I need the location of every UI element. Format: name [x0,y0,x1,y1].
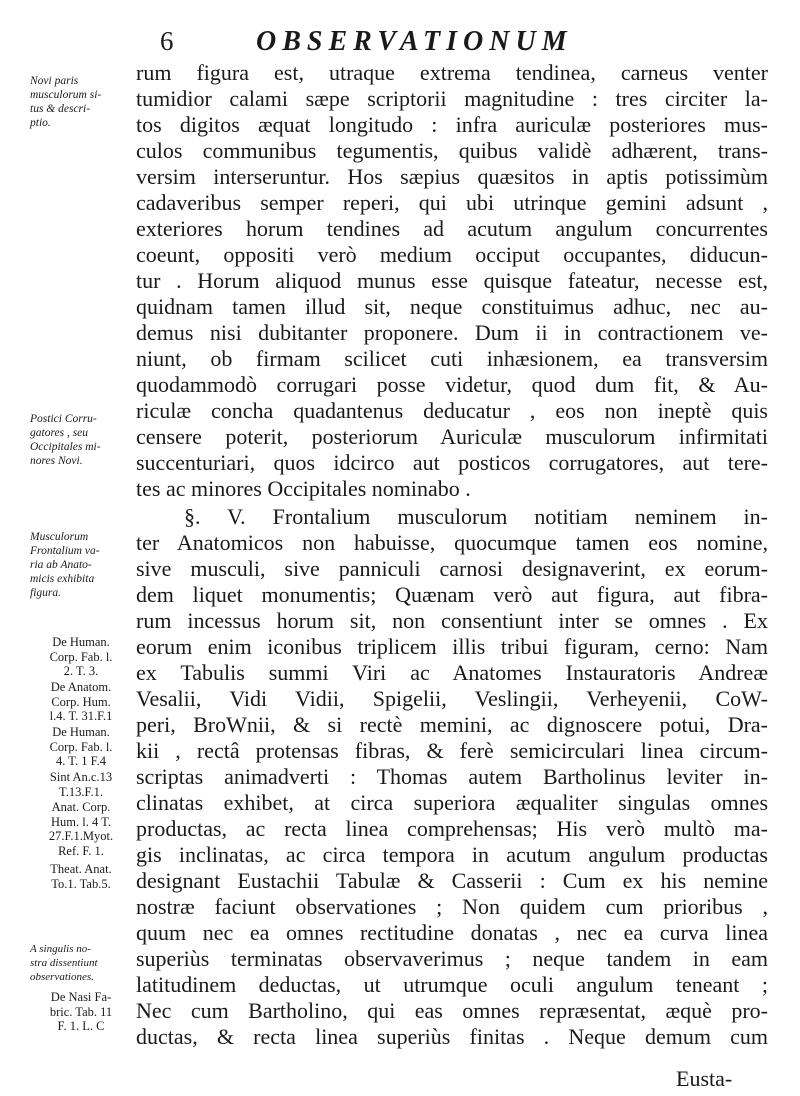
margin-note-line: Frontalium va- [30,545,100,557]
margin-ref-line: 2. T. 3. [63,664,99,679]
text-line: censere poterit, posteriorum Auriculæ musculorum infirmitati [136,424,768,449]
margin-note-line: ria ab Anato- [30,559,92,571]
margin-ref-line: Theat. Anat. [50,862,112,876]
margin-ref-line: Corp. Fab. l. [49,739,113,754]
text-line: kii , rectâ protensas fibras, & ferè semicirculari linea circum- [136,738,768,763]
margin-note-line: Novi paris [30,75,79,87]
margin-ref-line: Corp. Fab. l. [49,649,113,664]
text-line: tumidior calami sæpe scriptorii magnitudine : tres circiter la- [136,86,768,111]
running-head: OBSERVATIONUM [256,26,573,57]
text-line: sive musculi, sive panniculi carnosi designaverint, ex eorum- [136,556,768,581]
text-line: quum nec ea omnes rectitudine donatas , nec ea curva linea [136,920,768,945]
margin-note-line: figura. [30,587,61,599]
text-line: rum figura est, utraque extrema tendinea, carneus venter [136,60,768,85]
margin-note-line: tus & descri- [30,103,91,115]
margin-note-line: Occipitales mi- [30,441,101,453]
margin-ref-line: T.13.F.1. [59,784,103,799]
text-line: exteriores horum tendines ad acutum angulum concurrentes [136,216,768,241]
text-line: ter Anatomicos non habuisse, quocumque tamen eos nomine, [136,530,768,555]
margin-note-line: A singulis no- [30,943,91,955]
text-line: coeunt, oppositi verò medium occiput occupantes, diducun- [136,242,768,267]
text-line: demus nisi dubitanter proponere. Dum ii in contractionem ve- [136,320,768,345]
margin-ref-line: De Nasi Fa- [50,990,112,1004]
text-line: niunt, ob firmam scilicet cuti inhæsionem, ea transversim [136,346,768,371]
margin-note-line: stra dissentiunt [30,957,98,969]
text-line: rum incessus horum sit, non consentiunt inter se omnes . Ex [136,608,768,633]
text-line: productas, ac recta linea comprehensas; His verò multò ma- [136,816,768,841]
margin-ref-line: Anat. Corp. [51,800,111,814]
text-line: dem liquet monumentis; Quænam verò aut figura, aut fibra- [136,582,768,607]
margin-note-line: Musculorum [30,531,89,543]
text-line: quidnam tamen illud sit, neque constituimus adhuc, nec au- [136,294,768,319]
margin-ref-line: Corp. Hum. [51,694,111,709]
margin-note-line: musculorum si- [30,89,102,101]
text-line: Nec cum Bartholino, qui eas omnes repræsentat, æquè pro- [136,998,768,1023]
text-line: eorum enim iconibus triplicem illis tribui figuram, cerno: Nam [136,634,768,659]
text-line: superiùs terminatas observaverimus ; neque tandem in eam [136,946,768,971]
text-line: tes ac minores Occipitales nominabo . [136,476,471,501]
text-line: tur . Horum aliquod munus esse quisque fateatur, necesse est, [136,268,768,293]
margin-ref-line: De Human. [52,635,110,649]
margin-ref-line: To.1. Tab.5. [51,876,111,891]
text-line: ductas, & recta linea superiùs finitas . Neque demum cum [136,1024,768,1049]
text-line: gis inclinatas, ac circa tempora in acutum angulum productas [136,842,768,867]
margin-ref-line: Hum. l. 4 T. [51,814,111,829]
text-line: versim interseruntur. Hos sæpius quæsitos in aptis potissimùm [136,164,768,189]
text-line: latitudinem deductas, ut utrumque oculi angulum teneant ; [136,972,768,997]
margin-ref-line: 27.F.1.Myot. [48,829,114,844]
margin-note-line: observationes. [30,971,94,983]
margin-ref-line: bric. Tab. 11 [49,1004,113,1019]
section-heading-line: §. V. Frontalium musculorum notitiam neminem in- [184,504,768,529]
text-line: cadaveribus semper reperi, qui ubi utrinque gemini adsunt , [136,190,768,215]
margin-note-line: ptio. [30,117,51,129]
text-line: scriptas animadverti : Thomas autem Bartholinus leviter in- [136,764,768,789]
margin-ref-line: Sint An.c.13 [49,770,113,784]
margin-ref-line: 4. T. 1 F.4 [56,754,106,769]
text-line: nostræ faciunt observationes ; Non quidem cum prioribus , [136,894,768,919]
text-line: culos communibus tegumentis, quibus validè adhærent, trans- [136,138,768,163]
text-line: clinatas exhibet, at circa superiora æqualiter singulas omnes [136,790,768,815]
margin-note-line: Postici Corru- [30,413,97,425]
text-line: peri, BroWnii, & si rectè memini, ac dignoscere potui, Dra- [136,712,768,737]
margin-ref-line: De Anatom. [50,680,112,694]
page-number: 6 [160,26,174,56]
text-line: Vesalii, Vidi Vidii, Spigelii, Veslingii, Verheyenii, CoW- [136,686,768,711]
text-line: quodammodò corrugari posse videtur, quod dum fit, & Au- [136,372,768,397]
margin-note-line: micis exhibita [30,573,95,585]
margin-ref-line: De Human. [52,725,110,739]
margin-ref-line: F. 1. L. C [57,1019,105,1034]
margin-note-line: gatores , seu [30,427,89,439]
text-line: tos digitos æquat longitudo : infra auriculæ posteriores mus- [136,112,768,137]
catchword: Eusta- [676,1066,733,1091]
margin-ref-line: l.4. T. 31.F.1 [49,709,113,724]
text-line: riculæ concha quadantenus deducatur , eos non ineptè quis [136,398,768,423]
text-line: ex Tabulis summi Viri ac Anatomes Instauratoris Andreæ [136,660,768,685]
margin-ref-line: Ref. F. 1. [58,843,104,858]
text-line: designant Eustachii Tabulæ & Casserii : Cum ex his nemine [136,868,768,893]
margin-note-line: nores Novi. [30,455,83,467]
text-line: succenturiari, quos idcirco aut posticos corrugatores, aut tere- [136,450,768,475]
